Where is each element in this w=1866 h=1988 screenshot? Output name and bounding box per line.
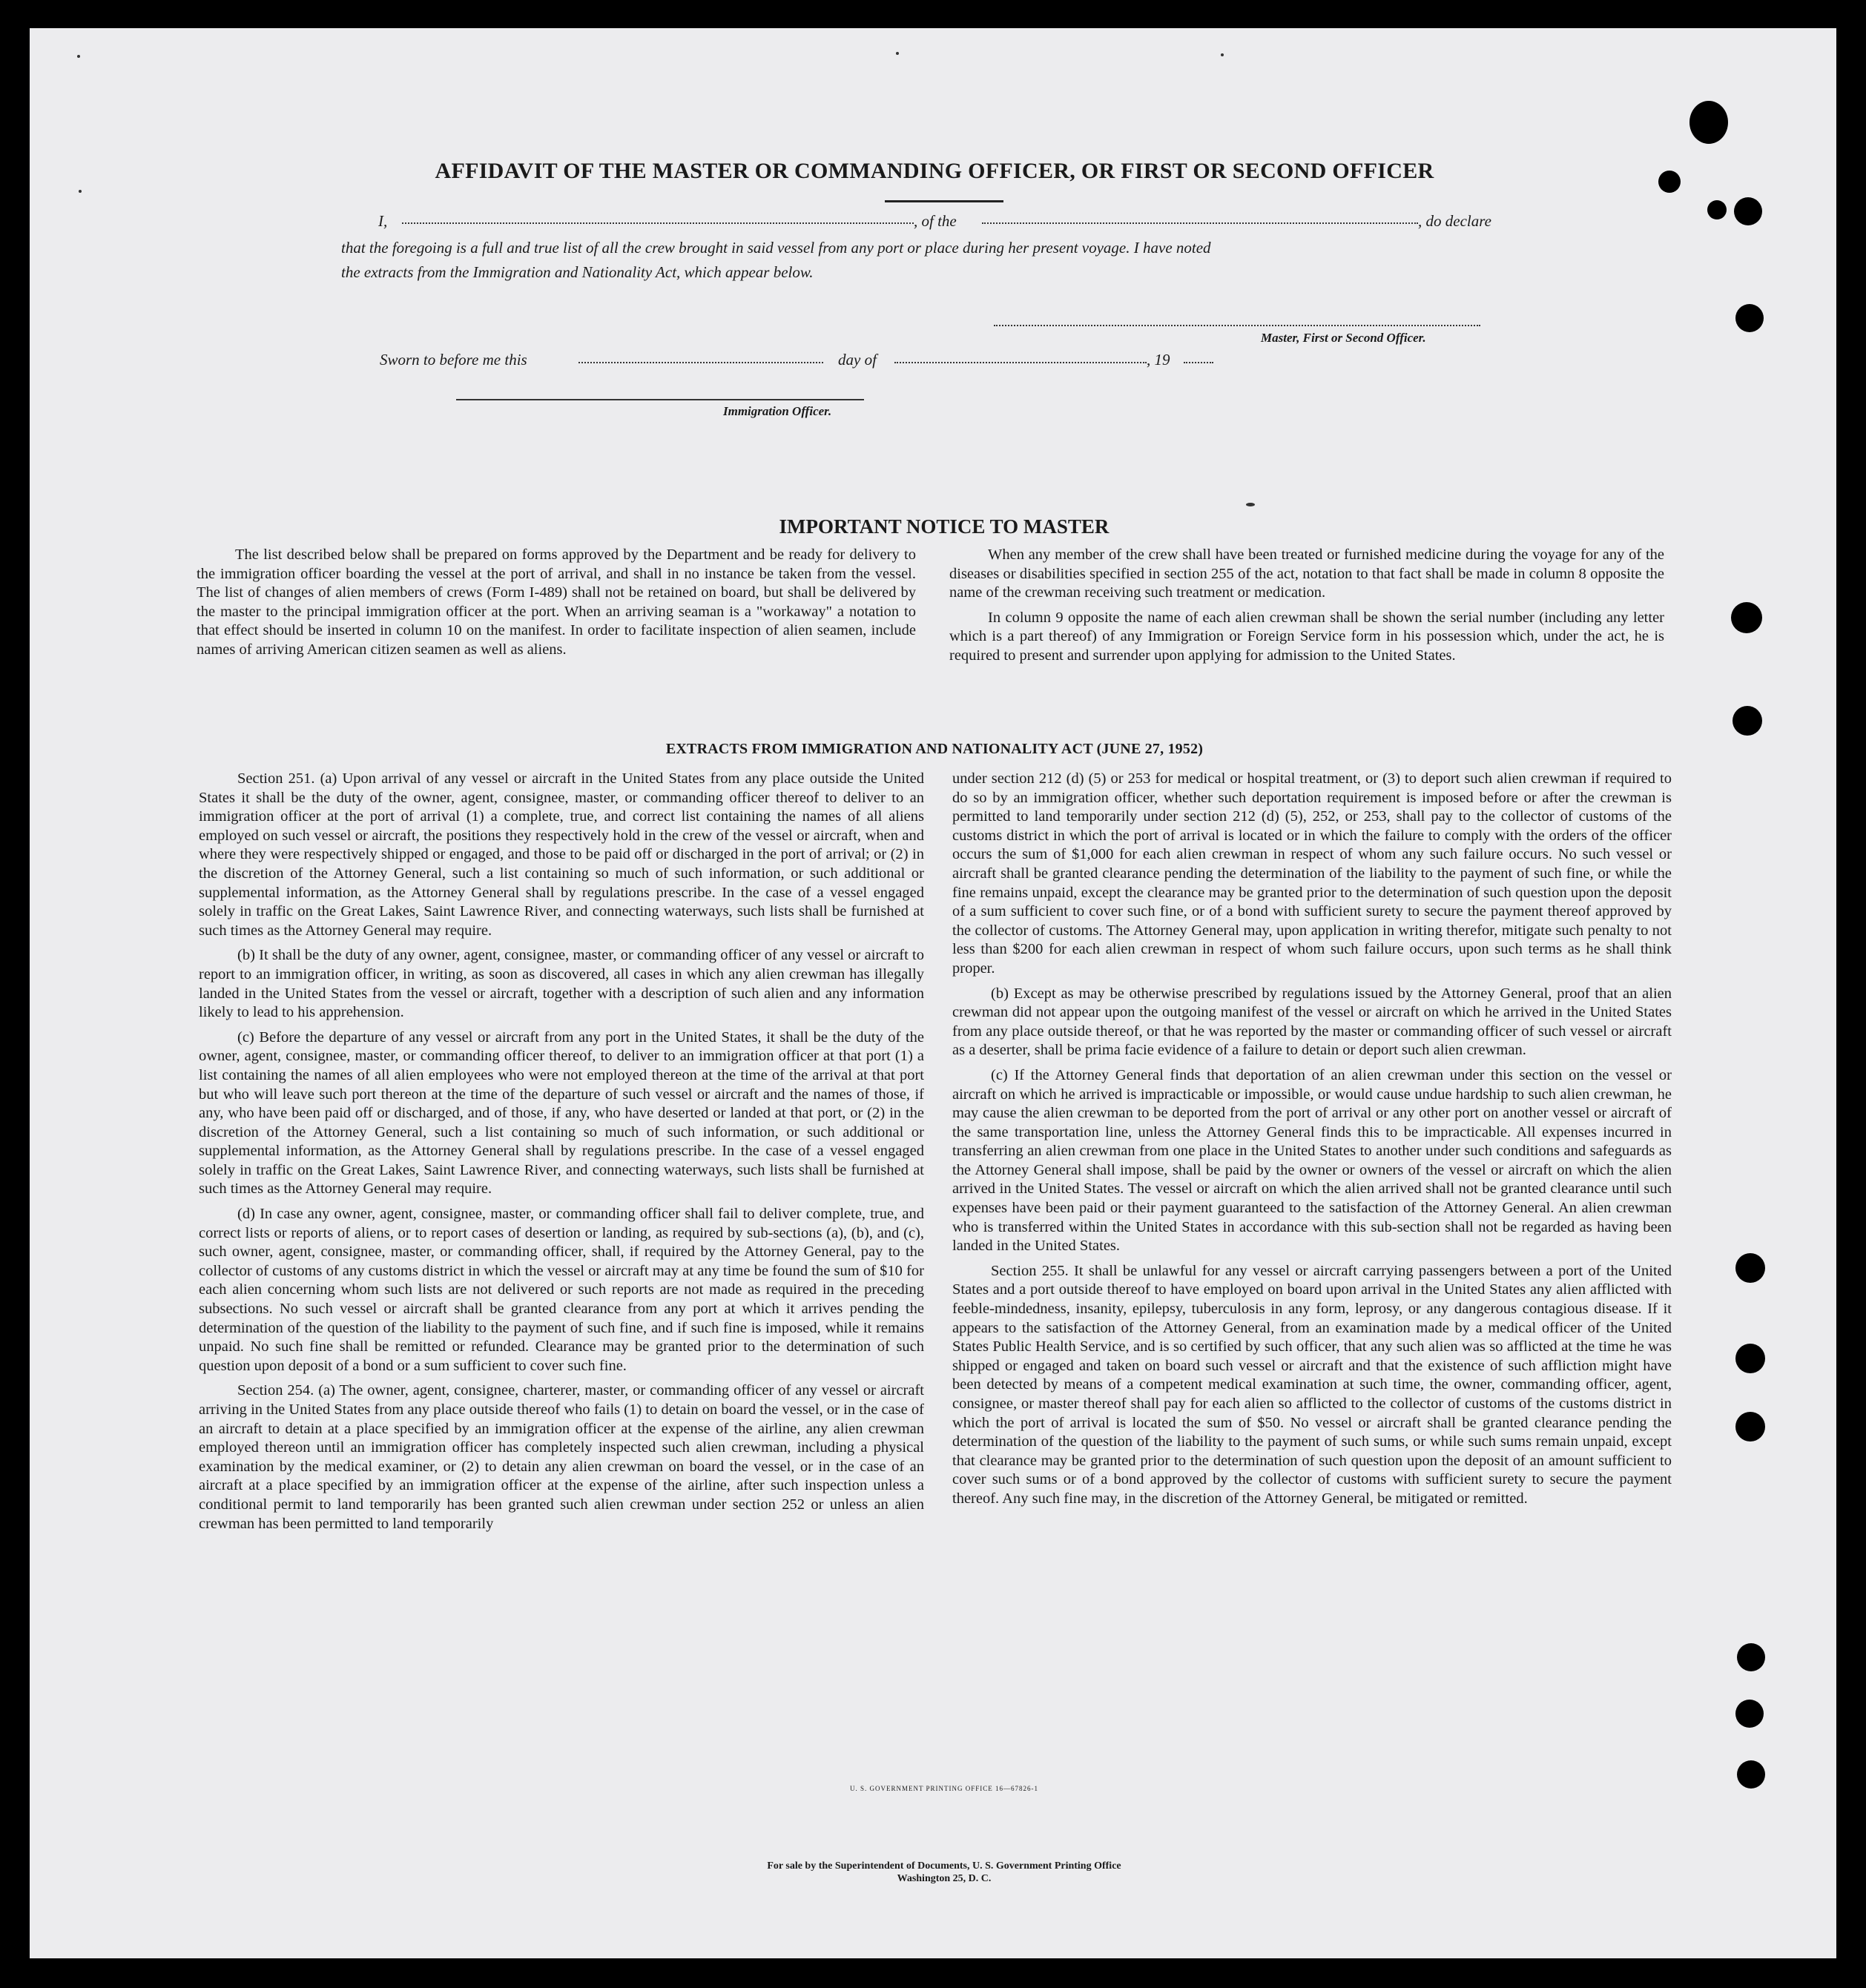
speck [896, 52, 899, 55]
notice-right-paragraph-2: In column 9 opposite the name of each alien crewman shall be shown the serial number (including any letter which is a part thereof) of any Immigration or Foreign Service form in his possession which, under the act, he is required to present and surrender upon applying for admission to the United States. [949, 609, 1664, 664]
sworn-year-blank[interactable] [1184, 362, 1213, 363]
document-page [30, 28, 1836, 1958]
notice-right-column [949, 546, 1664, 672]
extract-section-254a-continued: under section 212 (d) (5) or 253 for medical or hospital treatment, or (3) to deport such alien crewman if required to do so by an immigration officer, whether such deportation requirement is imposed before or after the crewman is permitted to land temporarily under section 212 (d) (5), 252, or 253, shall pay to the collector of customs of the customs district in which the port of arrival is located or in which the failure to comply with the orders of the officer occurs the sum of $1,000 for each alien crewman in respect of whom any such failure occurs. No such vessel or aircraft shall be granted clearance pending the determination of the liability to the payment of such fine, or while the fine remains unpaid, except the clearance may be granted prior to the determination of such question upon the deposit of a sum sufficient to cover such fine, or of a bond with sufficient surety to secure the payment thereof approved by the collector of customs. The Attorney General may, upon application in writing therefor, mitigate such penalty to not less than $200 for each alien crewman in respect of whom such failure occurs, upon such terms as he shall think proper. [952, 770, 1672, 977]
title-rule [885, 200, 1003, 202]
extract-section-254a: Section 254. (a) The owner, agent, consignee, charterer, master, or commanding officer of any vessel or aircraft arriving in the United States from any place outside thereof who fails (1) to detain on board the vessel, or in the case of an aircraft to detain at a place specified by an immigration officer at the expense of the airline, any alien crewman employed thereon until an immigration officer has completely inspected such alien crewman, including a physical examination by the medical examiner, or (2) to detain any alien crewman on board the vessel, or in the case of an aircraft at a place specified by an immigration officer at the expense of the airline, after such inspection unless a conditional permit to land temporarily has been granted such alien crewman under section 252 or unless an alien crewman has been permitted to land temporarily [199, 1382, 924, 1532]
notice-right-paragraph-1: When any member of the crew shall have been treated or furnished medicine during the voyage for any of the diseases or disabilities specified in section 255 of the act, notation to that fact shall be made in column 8 opposite the name of the crewman receiving such treatment or medication. [949, 546, 1664, 601]
immigration-officer-line[interactable] [456, 399, 864, 400]
declare-mid: , of the [914, 212, 957, 230]
punch-hole [1737, 1760, 1765, 1789]
punch-hole [1734, 197, 1762, 225]
extract-section-255: Section 255. It shall be unlawful for any vessel or aircraft carrying passengers between a port of the United States and a port outside thereof to have employed on board upon arrival in the United States any alien afflicted with feeble-mindedness, insanity, epilepsy, tuberculosis in any form, leprosy, or any dangerous contagious disease. If it appears to the satisfaction of the Attorney General, from an examination made by a medical officer of the United States Public Health Service, and is so certified by such officer, that any such alien was so afflicted at the time he was shipped or engaged and taken on board such vessel or aircraft and that the existence of such affliction might have been detected by means of a competent medical examination at such time, the owner, commanding officer, agent, consignee, or master thereof shall pay for each alien so afflicted to the collector of customs of the customs district in which the port of arrival is located the sum of $50. No vessel or aircraft shall be granted clearance pending the determination of the question of the liability to the payment of such sums, or while such sums remain unpaid, except that clearance may be granted prior to the determination of such question upon the deposit of an amount sufficient to cover such sums or of a bond approved by the collector of customs with sufficient surety to secure the payment thereof. Any such fine may, in the discretion of the Attorney General, be mitigated or remitted. [952, 1262, 1672, 1507]
notice-title: IMPORTANT NOTICE TO MASTER [779, 515, 1110, 538]
name-blank[interactable] [402, 222, 914, 224]
punch-hole [1733, 706, 1762, 736]
sale-notice-line-2: Washington 25, D. C. [897, 1873, 992, 1884]
extracts-left-column [199, 770, 924, 1539]
punch-hole [1737, 1643, 1765, 1671]
declare-suffix: , do declare [1418, 212, 1491, 230]
declare-line-3: the extracts from the Immigration and Nationality Act, which appear below. [341, 263, 814, 281]
signature-caption: Master, First or Second Officer. [1261, 331, 1426, 345]
extract-section-254b: (b) Except as may be otherwise prescribed by regulations issued by the Attorney General, proof that an alien crewman did not appear upon the outgoing manifest of the vessel or aircraft on which he arrived in the United States from any place outside thereof, or that he was reported by the master or commanding officer of such vessel or aircraft as a deserter, shall be prima facie evidence of a failure to detain or deport such alien crewman. [952, 985, 1672, 1059]
punch-hole [1735, 1253, 1765, 1283]
sale-notice [30, 1860, 1859, 1885]
speck [1221, 53, 1224, 56]
sworn-prefix: Sworn to before me this [380, 351, 527, 369]
declare-line-2: that the foregoing is a full and true list of all the crew brought in said vessel from any port or place during her present voyage. I have noted [341, 239, 1211, 257]
punch-hole [1735, 1700, 1764, 1728]
extract-section-251a: Section 251. (a) Upon arrival of any vessel or aircraft in the United States from any place outside the United States it shall be the duty of the owner, agent, consignee, master, or commanding officer thereof to deliver to an immigration officer at the port of arrival (1) a complete, true, and correct list containing the names of all aliens employed on such vessel or aircraft, the positions they respectively hold in the crew of the vessel or aircraft, when and where they were respectively shipped or engaged, and those to be paid off or discharged in the port of arrival; or (2) in the discretion of the Attorney General, such a list containing so much of such information, or such additional or supplemental information, as the Attorney General shall by regulations prescribe. In the case of a vessel engaged solely in traffic on the Great Lakes, Saint Lawrence River, and connecting waterways, such lists shall be furnished at such times as the Attorney General may require. [199, 770, 924, 939]
declare-prefix: I, [378, 212, 388, 230]
officer-caption: Immigration Officer. [723, 404, 832, 418]
punch-hole [1689, 101, 1728, 144]
printing-office-imprint: U. S. GOVERNMENT PRINTING OFFICE 16—67826-1 [849, 1785, 1039, 1792]
sworn-year: , 19 [1147, 351, 1170, 369]
sworn-month-blank[interactable] [894, 362, 1147, 363]
speck [77, 55, 80, 58]
notice-left-paragraph: The list described below shall be prepared on forms approved by the Department and be ready for delivery to the immigration officer boarding the vessel at the port of arrival, and shall in no instance be taken from the vessel. The list of changes of alien members of crews (Form I-489) shall not be retained on board, but shall be delivered by the master to the principal immigration officer at the port. When an arriving seaman is a "workaway" a notation to that effect should be inserted in column 10 on the manifest. In order to facilitate inspection of alien seamen, include names of arriving American citizen seamen as well as aliens. [197, 546, 916, 658]
punch-hole [1731, 602, 1762, 633]
extract-section-251b: (b) It shall be the duty of any owner, agent, consignee, master, or commanding officer of any vessel or aircraft to report to an immigration officer, in writing, as soon as discovered, all cases in which any alien crewman has illegally landed in the United States from the vessel or aircraft, together with a description of such alien and any information likely to lead to his apprehension. [199, 947, 924, 1021]
sworn-day-blank[interactable] [578, 362, 823, 363]
sale-notice-line-1: For sale by the Superintendent of Documents, U. S. Government Printing Office [767, 1860, 1121, 1872]
extract-section-251d: (d) In case any owner, agent, consignee, master, or commanding officer shall fail to deliver complete, true, and correct lists or reports of aliens, or to report cases of desertion or landing, as required by sub-sections (a), (b), and (c), such owner, agent, consignee, master, or commanding officer, shall, if required by the Attorney General, pay to the collector of customs of any customs district in which the vessel or aircraft may at any time be found the sum of $10 for each alien concerning whom such lists are not delivered or such reports are not made as required in the preceding subsections. No such vessel or aircraft shall be granted clearance from any port at which it arrives pending the determination of the question of the liability to the payment of such fine, and if such fine is imposed, while it remains unpaid. No such fine shall be remitted or refunded. Clearance may be granted prior to the determination of such question upon deposit of a bond or a sum sufficient to cover such fine. [199, 1206, 924, 1374]
extracts-right-column [952, 770, 1672, 1515]
extract-section-254c: (c) If the Attorney General finds that deportation of an alien crewman under this section on the vessel or aircraft on which he arrived is impracticable or impossible, or would cause undue hardship to such alien crewman, he may cause the alien crewman to be deported from the port of arrival or any other port on another vessel or aircraft of the same transportation line, unless the Attorney General finds this to be impracticable. All expenses incurred in transferring an alien crewman from one place in the United States to another under such conditions and safeguards as the Attorney General shall impose, shall be paid by the owner or owners of the vessel or aircraft on which the alien arrived in the United States. The vessel or aircraft on which the alien arrived shall not be granted clearance until such expenses have been paid or their payment guaranteed to the satisfaction of the Attorney General. An alien crewman who is transferred within the United States in accordance with this sub-section shall not be regarded as having been landed in the United States. [952, 1066, 1672, 1255]
vessel-blank[interactable] [982, 222, 1418, 224]
punch-hole [1707, 200, 1727, 219]
master-signature-line[interactable] [994, 325, 1480, 326]
speck [79, 190, 82, 193]
punch-hole [1658, 171, 1681, 193]
sworn-day-of: day of [838, 351, 877, 369]
extract-section-251c: (c) Before the departure of any vessel or aircraft from any port in the United States, it shall be the duty of the owner, agent, consignee, master, or commanding officer thereof, to deliver to an immigration officer at that port (1) a list containing the names of all alien employees who were not employed thereon at the time of the arrival at that port but who will leave such port thereon at the time of the departure of such vessel or aircraft and the names of those, if any, who have been paid off or discharged, and of those, if any, who have deserted or landed at that port, or (2) in the discretion of the Attorney General, such a list containing so much of such information, or such additional or supplemental information, as the Attorney General shall by regulations prescribe. In the case of a vessel engaged solely in traffic on the Great Lakes, Saint Lawrence River, and connecting waterways, such lists shall be furnished at such times as the Attorney General may require. [199, 1028, 924, 1198]
affidavit-title: AFFIDAVIT OF THE MASTER OR COMMANDING OFFICER, OR FIRST OR SECOND OFFICER [435, 159, 1434, 183]
speck [1246, 503, 1255, 506]
punch-hole [1735, 304, 1764, 332]
punch-hole [1735, 1344, 1765, 1373]
extracts-title: EXTRACTS FROM IMMIGRATION AND NATIONALITY ACT (JUNE 27, 1952) [665, 741, 1204, 757]
punch-hole [1735, 1412, 1765, 1442]
